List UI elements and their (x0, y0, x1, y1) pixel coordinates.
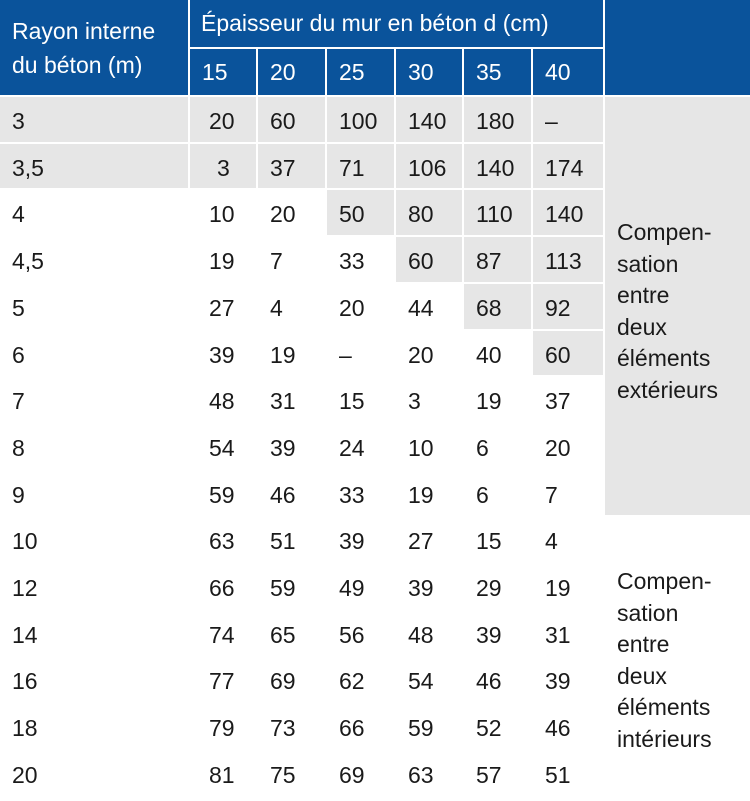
value-text: 69 (270, 668, 296, 694)
radius-cell (0, 657, 188, 702)
value-cell (396, 564, 462, 609)
value-cell (258, 704, 325, 749)
radius-cell (0, 564, 188, 609)
value-cell (258, 471, 325, 515)
radius-cell (0, 97, 188, 142)
value-text: 20 (408, 342, 434, 368)
value-text: 27 (209, 295, 235, 321)
note-exterior-line: sation (617, 250, 679, 277)
radius-cell (0, 424, 188, 469)
value-cell (327, 190, 394, 235)
value-text: 65 (270, 622, 296, 648)
value-text: 31 (545, 622, 571, 648)
value-text: 19 (476, 388, 502, 414)
note-exterior (617, 217, 718, 406)
value-cell (190, 97, 256, 142)
value-text: 56 (339, 622, 365, 648)
value-text: 59 (408, 715, 434, 741)
value-text: 87 (476, 248, 502, 274)
value-cell (327, 751, 394, 796)
value-text: 140 (408, 108, 447, 134)
radius-cell (0, 517, 188, 562)
header-epaisseur (190, 0, 603, 47)
value-text: 37 (545, 388, 571, 414)
value-text: 31 (270, 388, 296, 414)
value-text: 110 (476, 201, 513, 227)
value-cell (258, 424, 325, 469)
value-text: 3 (408, 388, 421, 414)
radius-value: 16 (12, 668, 38, 694)
value-text: 51 (545, 762, 571, 788)
value-text: 48 (209, 388, 235, 414)
value-cell (190, 190, 256, 235)
value-text: 46 (270, 482, 296, 508)
value-text: 60 (408, 248, 434, 274)
value-cell (533, 471, 603, 515)
value-cell (327, 284, 394, 329)
value-text: 46 (476, 668, 502, 694)
header-thickness-label: 35 (476, 59, 502, 85)
value-cell (327, 704, 394, 749)
value-text: 19 (408, 482, 434, 508)
value-text: 49 (339, 575, 365, 601)
header-thickness-20 (258, 49, 325, 95)
radius-value: 18 (12, 715, 38, 741)
value-cell (327, 564, 394, 609)
value-cell (190, 237, 256, 282)
radius-value: 9 (12, 482, 25, 508)
value-cell (533, 237, 603, 282)
value-text: 52 (476, 715, 502, 741)
value-text: 39 (209, 342, 235, 368)
value-text: 68 (476, 295, 502, 321)
header-thickness-35 (464, 49, 531, 95)
value-text: 39 (270, 435, 296, 461)
note-interior (617, 566, 712, 755)
radius-value: 3,5 (12, 155, 44, 181)
value-text: 80 (408, 201, 434, 227)
value-cell (258, 751, 325, 796)
note-interior-line: intérieurs (617, 725, 712, 752)
value-text: 39 (339, 528, 365, 554)
value-cell (327, 424, 394, 469)
value-text: 44 (408, 295, 434, 321)
radius-cell (0, 377, 188, 422)
value-cell (464, 704, 531, 749)
value-cell (327, 331, 394, 375)
value-text: 63 (209, 528, 235, 554)
radius-value: 5 (12, 295, 25, 321)
header-rayon-line2: du béton (m) (12, 52, 143, 78)
value-cell (190, 751, 256, 796)
value-cell (464, 657, 531, 702)
note-interior-line: deux (617, 662, 667, 689)
header-thickness-label: 20 (270, 59, 296, 85)
note-interior-line: Compen- (617, 568, 712, 594)
value-text: 29 (476, 575, 502, 601)
radius-value: 10 (12, 528, 38, 554)
value-cell (258, 144, 325, 188)
header-rayon-line1: Rayon interne (12, 18, 156, 44)
value-text: 73 (270, 715, 296, 741)
header-compensation-blank (605, 0, 750, 95)
value-text: 20 (270, 201, 296, 227)
value-text: 140 (476, 155, 515, 181)
radius-value: 12 (12, 575, 38, 601)
value-cell (190, 424, 256, 469)
header-rayon (0, 0, 188, 95)
value-cell (258, 284, 325, 329)
value-cell (533, 611, 603, 655)
note-interior-line: sation (617, 599, 679, 626)
header-thickness-label: 40 (545, 59, 571, 85)
value-cell (396, 751, 462, 796)
value-cell (190, 331, 256, 375)
value-cell (190, 564, 256, 609)
value-cell (396, 657, 462, 702)
value-text: 19 (545, 575, 571, 601)
note-exterior-line: Compen- (617, 219, 712, 245)
value-cell (190, 657, 256, 702)
note-exterior-line: deux (617, 313, 667, 340)
value-text: 4 (545, 528, 558, 554)
value-text: 46 (545, 715, 571, 741)
value-cell (533, 190, 603, 235)
value-cell (533, 97, 603, 142)
value-cell (464, 517, 531, 562)
note-exterior-line: extérieurs (617, 376, 718, 403)
value-cell (396, 331, 462, 375)
value-cell (464, 237, 531, 282)
value-text: 63 (408, 762, 434, 788)
value-text: 10 (408, 435, 434, 461)
value-cell (396, 424, 462, 469)
value-cell (258, 331, 325, 375)
header-thickness-30 (396, 49, 462, 95)
value-cell (396, 704, 462, 749)
value-text: 39 (408, 575, 434, 601)
value-cell (190, 517, 256, 562)
value-text: 20 (209, 108, 235, 134)
radius-value: 7 (12, 388, 25, 414)
header-thickness-label: 15 (202, 59, 228, 85)
value-cell (327, 611, 394, 655)
value-text: 37 (270, 155, 296, 181)
note-interior-line: éléments (617, 694, 711, 720)
value-cell (396, 190, 462, 235)
radius-value: 4,5 (12, 248, 44, 274)
value-text: 62 (339, 668, 365, 694)
value-text: 75 (270, 762, 296, 788)
value-cell (190, 284, 256, 329)
radius-cell (0, 144, 188, 188)
header-epaisseur-label: Épaisseur du mur en béton d (cm) (201, 10, 549, 36)
value-cell (327, 377, 394, 422)
radius-value: 6 (12, 342, 25, 368)
value-text: 48 (408, 622, 434, 648)
value-cell (464, 471, 531, 515)
value-cell (327, 237, 394, 282)
value-cell (464, 190, 531, 235)
radius-value: 4 (12, 201, 25, 227)
radius-cell (0, 190, 188, 235)
value-cell (533, 751, 603, 796)
value-cell (396, 144, 462, 188)
value-cell (327, 471, 394, 515)
value-cell (258, 611, 325, 655)
radius-cell (0, 751, 188, 796)
header-thickness-label: 30 (408, 59, 434, 85)
value-cell (464, 144, 531, 188)
radius-value: 20 (12, 762, 38, 788)
note-interior-line: entre (617, 631, 670, 657)
value-text: 10 (209, 201, 235, 227)
value-cell (533, 331, 603, 375)
value-text: – (339, 342, 352, 368)
value-text: 39 (476, 622, 502, 648)
value-text: 69 (339, 762, 365, 788)
value-cell (464, 331, 531, 375)
value-text: 79 (209, 715, 235, 741)
radius-value: 3 (12, 108, 25, 134)
value-cell (533, 284, 603, 329)
value-cell (464, 751, 531, 796)
value-text: 51 (270, 528, 296, 554)
value-text: 174 (545, 155, 584, 181)
radius-cell (0, 704, 188, 749)
value-text: 39 (545, 668, 571, 694)
value-cell (533, 564, 603, 609)
value-cell (396, 284, 462, 329)
value-text: 54 (408, 668, 434, 694)
note-exterior-line: éléments (617, 345, 711, 371)
value-cell (327, 97, 394, 142)
value-cell (190, 611, 256, 655)
value-cell (190, 144, 256, 188)
value-text: 50 (339, 201, 365, 227)
value-text: 15 (476, 528, 502, 554)
value-text: 66 (209, 575, 235, 601)
value-cell (533, 377, 603, 422)
value-text: 33 (339, 248, 365, 274)
header-thickness-25 (327, 49, 394, 95)
value-cell (533, 424, 603, 469)
header-thickness-40 (533, 49, 603, 95)
value-cell (190, 471, 256, 515)
value-cell (396, 517, 462, 562)
value-text: 54 (209, 435, 235, 461)
value-cell (533, 517, 603, 562)
radius-cell (0, 237, 188, 282)
value-text: 24 (339, 435, 365, 461)
value-text: 15 (339, 388, 365, 414)
value-text: 7 (545, 482, 558, 508)
value-cell (327, 517, 394, 562)
value-text: 74 (209, 622, 235, 648)
value-text: 180 (476, 108, 515, 134)
header-thickness-15 (190, 49, 256, 95)
value-text: 60 (545, 342, 571, 368)
value-text: 57 (476, 762, 502, 788)
note-exterior-line: entre (617, 282, 670, 308)
value-text: 59 (270, 575, 296, 601)
value-cell (396, 611, 462, 655)
value-cell (533, 657, 603, 702)
value-cell (258, 190, 325, 235)
radius-cell (0, 284, 188, 329)
value-cell (464, 284, 531, 329)
value-cell (533, 144, 603, 188)
value-text: 20 (545, 435, 571, 461)
value-cell (190, 704, 256, 749)
value-text: 33 (339, 482, 365, 508)
value-cell (190, 377, 256, 422)
value-text: 106 (408, 155, 447, 181)
radius-value: 14 (12, 622, 38, 648)
value-cell (258, 97, 325, 142)
value-cell (258, 517, 325, 562)
value-cell (396, 471, 462, 515)
value-text: 71 (339, 155, 365, 181)
value-text: 19 (209, 248, 235, 274)
value-text: 92 (545, 295, 571, 321)
value-cell (258, 237, 325, 282)
radius-cell (0, 331, 188, 375)
value-cell (396, 237, 462, 282)
value-text: 59 (209, 482, 235, 508)
value-cell (327, 657, 394, 702)
value-cell (258, 564, 325, 609)
value-cell (464, 564, 531, 609)
value-text: 113 (545, 248, 582, 274)
value-text: 60 (270, 108, 296, 134)
value-cell (464, 97, 531, 142)
value-text: 81 (209, 762, 235, 788)
value-text: 6 (476, 435, 489, 461)
value-text: 19 (270, 342, 296, 368)
value-cell (533, 704, 603, 749)
value-cell (396, 97, 462, 142)
value-text: 40 (476, 342, 502, 368)
value-cell (327, 144, 394, 188)
value-text: 140 (545, 201, 584, 227)
value-text: 27 (408, 528, 434, 554)
value-cell (464, 611, 531, 655)
value-text: 4 (270, 295, 283, 321)
value-text: 66 (339, 715, 365, 741)
radius-cell (0, 611, 188, 655)
value-text: 20 (339, 295, 365, 321)
value-cell (464, 424, 531, 469)
value-cell (258, 377, 325, 422)
radius-cell (0, 471, 188, 515)
value-text: 3 (217, 155, 230, 181)
value-text: 6 (476, 482, 489, 508)
value-text: – (545, 108, 558, 134)
value-cell (396, 377, 462, 422)
value-text: 100 (339, 108, 378, 134)
value-cell (258, 657, 325, 702)
value-text: 77 (209, 668, 235, 694)
header-thickness-label: 25 (339, 59, 365, 85)
value-text: 7 (270, 248, 283, 274)
value-cell (464, 377, 531, 422)
radius-value: 8 (12, 435, 25, 461)
